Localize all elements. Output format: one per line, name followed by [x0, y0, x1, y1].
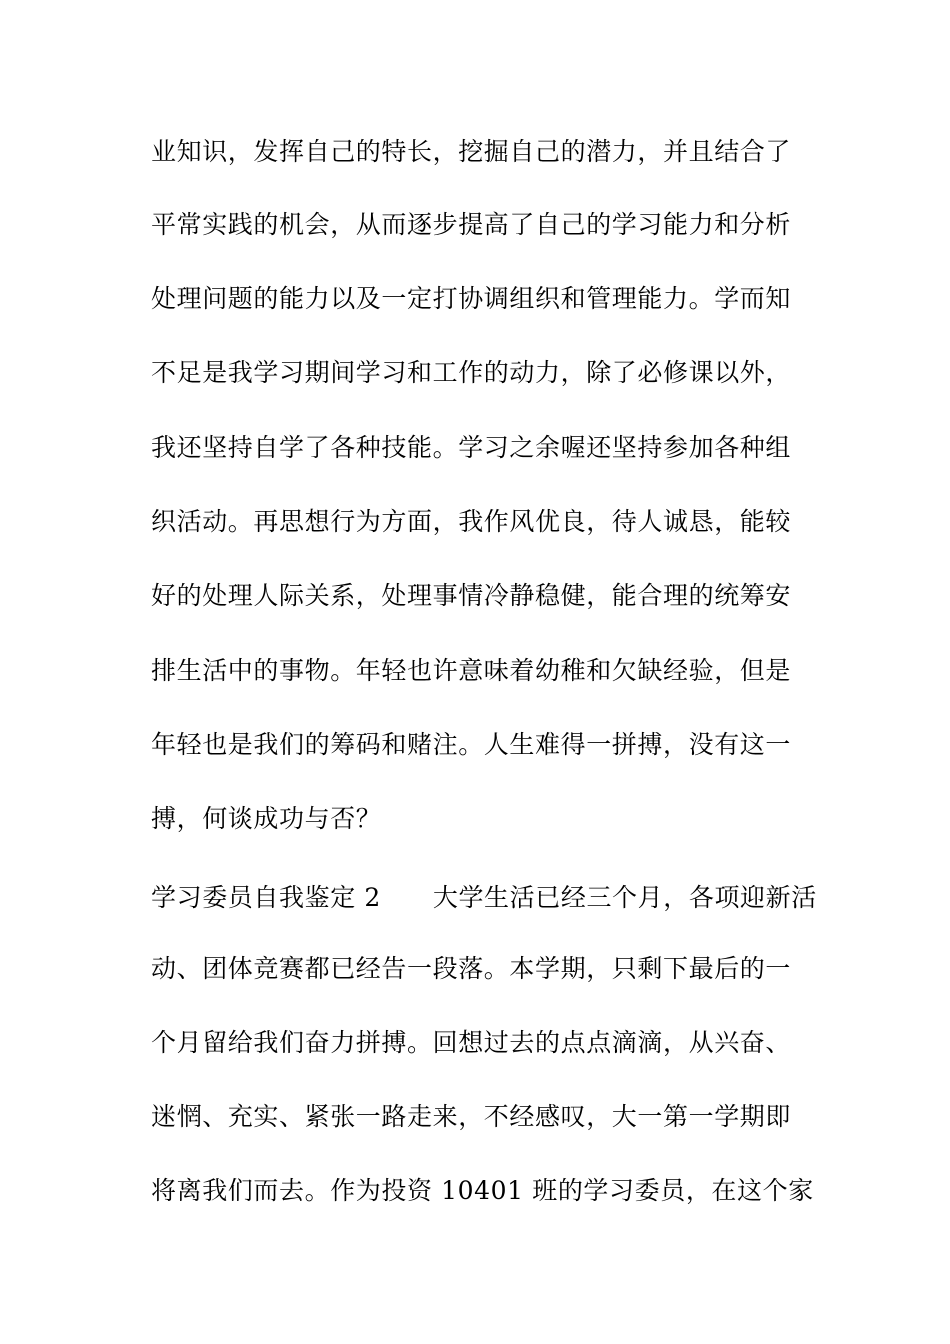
paragraph-line: 将离我们而去。作为投资 10401 班的学习委员，在这个家 — [151, 1176, 814, 1205]
paragraph-line: 动、团体竞赛都已经告一段落。本学期，只剩下最后的一 — [151, 954, 792, 983]
section-heading-line — [151, 878, 831, 918]
paragraph-line: 我还坚持自学了各种技能。学习之余喔还坚持参加各种组 — [151, 433, 792, 462]
paragraph-line: 好的处理人际关系，处理事情冷静稳健，能合理的统筹安 — [151, 581, 792, 610]
paragraph-line: 平常实践的机会，从而逐步提高了自己的学习能力和分析 — [151, 210, 792, 239]
paragraph-line: 织活动。再思想行为方面，我作风优良，待人诚恳，能较 — [151, 507, 792, 536]
paragraph-line: 不足是我学习期间学习和工作的动力，除了必修课以外， — [151, 358, 792, 387]
paragraph-start: 大学生活已经三个月，各项迎新活 — [432, 883, 817, 912]
section-heading: 学习委员自我鉴定 2 — [151, 883, 381, 912]
paragraph-line: 个月留给我们奋力拼搏。回想过去的点点滴滴，从兴奋、 — [151, 1028, 792, 1057]
paragraph-line: 业知识，发挥自己的特长，挖掘自己的潜力，并且结合了 — [151, 137, 792, 166]
paragraph-line: 处理问题的能力以及一定打协调组织和管理能力。学而知 — [151, 284, 792, 313]
paragraph-line: 迷惘、充实、紧张一路走来，不经感叹，大一第一学期即 — [151, 1102, 792, 1131]
paragraph-line: 搏，何谈成功与否？ — [151, 804, 382, 833]
paragraph-line: 年轻也是我们的筹码和赌注。人生难得一拼搏，没有这一 — [151, 730, 792, 759]
paragraph-line: 排生活中的事物。年轻也许意味着幼稚和欠缺经验，但是 — [151, 656, 792, 685]
